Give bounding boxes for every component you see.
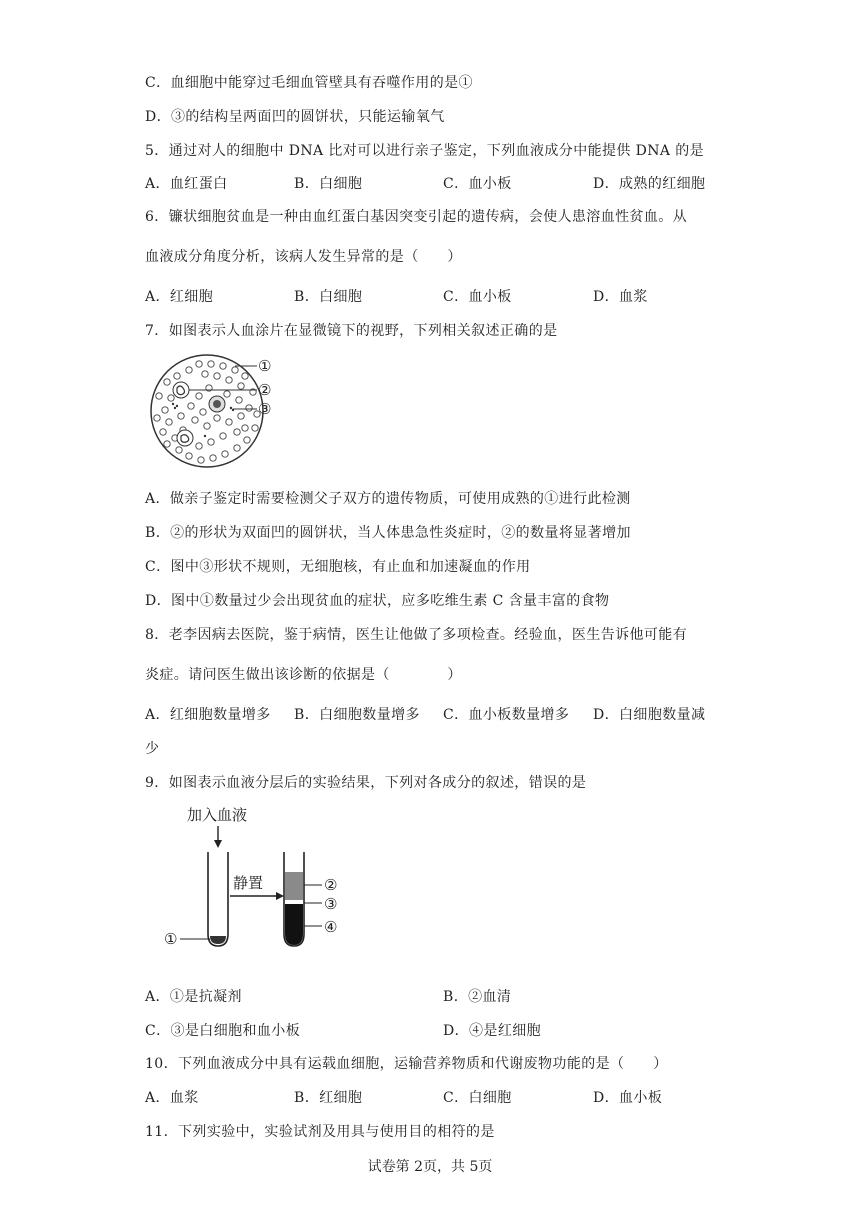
stand-label: 静置	[233, 874, 264, 892]
q8-option-c: C．血小板数量增多	[443, 707, 570, 723]
q10-option-a: A．血浆	[145, 1090, 199, 1106]
q7-label-3: ③	[258, 400, 272, 418]
q5-option-a: A．血红蛋白	[145, 176, 228, 192]
q9-option-c: C．③是白细胞和血小板	[145, 1023, 301, 1039]
q7-option-d: D．图中①数量过少会出现贫血的症状，应多吃维生素 C 含量丰富的食物	[145, 593, 610, 609]
q7-label-1: ①	[258, 357, 272, 375]
q7-option-c: C．图中③形状不规则，无细胞核，有止血和加速凝血的作用	[145, 559, 531, 575]
page-footer: 试卷第 2页，共 5页	[367, 1159, 493, 1175]
q8-option-a: A．红细胞数量增多	[145, 707, 271, 723]
q9-label-1: ①	[164, 930, 178, 948]
q6-stem-line1: 6．镰状细胞贫血是一种由血红蛋白基因突变引起的遗传病，会使人患溶血性贫血。从	[145, 209, 688, 225]
q8-option-b: B．白细胞数量增多	[294, 707, 420, 723]
q6-option-c: C．血小板	[443, 289, 512, 305]
q7-stem: 7．如图表示人血涂片在显微镜下的视野，下列相关叙述正确的是	[145, 323, 558, 339]
q9-option-a: A．①是抗凝剂	[145, 989, 242, 1005]
q9-label-2: ②	[324, 876, 338, 894]
blood-layering-figure	[160, 800, 360, 960]
q10-option-b: B．红细胞	[294, 1090, 363, 1106]
q9-label-4: ④	[324, 918, 338, 936]
q5-option-c: C．血小板	[443, 176, 512, 192]
q8-stem-line2: 炎症。请问医生做出该诊断的依据是（ ）	[145, 667, 462, 683]
q6-option-d: D．血浆	[593, 289, 648, 305]
q8-option-d-wrap: 少	[145, 741, 160, 757]
q9-stem: 9．如图表示血液分层后的实验结果，下列对各成分的叙述，错误的是	[145, 775, 587, 791]
q5-stem: 5．通过对人的细胞中 DNA 比对可以进行亲子鉴定，下列血液成分中能提供 DNA 的是	[145, 143, 705, 159]
q9-option-d: D．④是红细胞	[443, 1023, 542, 1039]
q6-option-b: B．白细胞	[294, 289, 363, 305]
q10-option-c: C．白细胞	[443, 1090, 512, 1106]
q5-option-d: D．成熟的红细胞	[593, 176, 706, 192]
q11-stem: 11．下列实验中，实验试剂及用具与使用目的相符的是	[145, 1124, 495, 1140]
q7-option-b: B．②的形状为双面凹的圆饼状，当人体患急性炎症时，②的数量将显著增加	[145, 525, 631, 541]
blood-smear-figure	[145, 352, 285, 470]
q7-option-a: A．做亲子鉴定时需要检测父子双方的遗传物质，可使用成熟的①进行此检测	[145, 491, 631, 507]
q9-option-b: B．②血清	[443, 989, 512, 1005]
q6-option-a: A．红细胞	[145, 289, 214, 305]
q7-label-2: ②	[258, 381, 272, 399]
q9-label-3: ③	[324, 895, 338, 913]
q5-option-b: B．白细胞	[294, 176, 363, 192]
q10-stem: 10．下列血液成分中具有运载血细胞，运输营养物质和代谢废物功能的是（ ）	[145, 1056, 668, 1072]
q8-option-d: D．白细胞数量减	[593, 707, 706, 723]
q4-option-d: D．③的结构呈两面凹的圆饼状，只能运输氧气	[145, 109, 445, 125]
q8-stem-line1: 8．老李因病去医院，鉴于病情，医生让他做了多项检查。经验血，医生告诉他可能有	[145, 627, 688, 643]
q6-stem-line2: 血液成分角度分析，该病人发生异常的是（ ）	[145, 249, 462, 265]
q10-option-d: D．血小板	[593, 1090, 663, 1106]
q4-option-c: C．血细胞中能穿过毛细血管壁具有吞噬作用的是①	[145, 75, 473, 91]
add-blood-label: 加入血液	[187, 806, 248, 824]
